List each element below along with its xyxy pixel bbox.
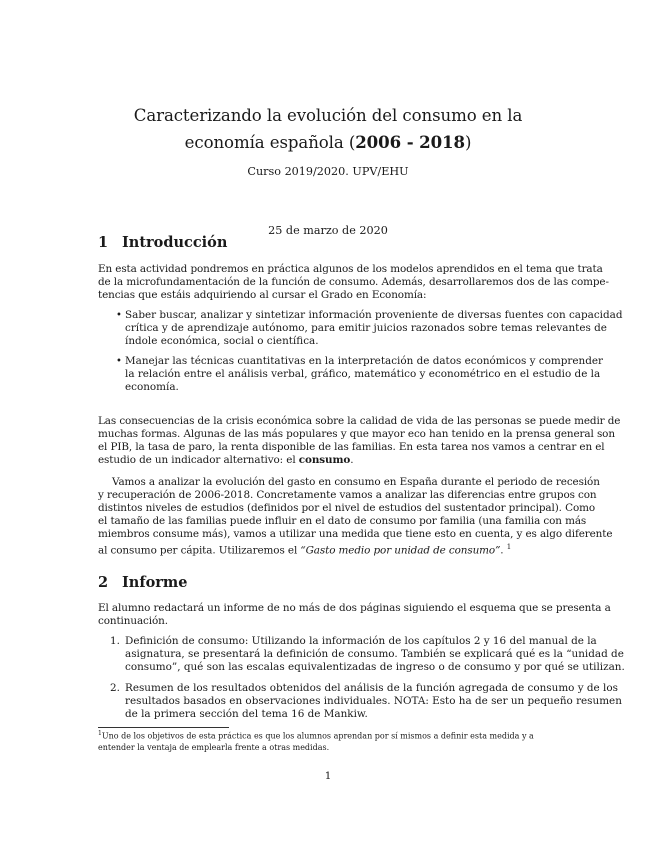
section-1-title: Introducción — [122, 234, 228, 251]
text-line: miembros consume más), vamos a utilizar una medida que tiene esto en cuenta, y es algo diferente — [98, 528, 613, 540]
section-2-title: Informe — [122, 574, 188, 591]
text-line — [98, 728, 558, 742]
footnote-mark: 1 — [98, 730, 102, 737]
text-line: Definición de consumo: Utilizando la información de los capítulos 2 y 16 del manual de la — [125, 635, 597, 647]
title-line-2 — [98, 129, 558, 156]
text-fragment: . — [500, 544, 507, 557]
text-line — [98, 541, 558, 557]
text-fragment: estudio de un indicador alternativo: el — [98, 454, 299, 466]
crisis-paragraph — [98, 415, 621, 467]
bullet-icon: • — [116, 356, 122, 367]
section-2-number: 2 — [98, 574, 109, 591]
document-date: 25 de marzo de 2020 — [268, 224, 388, 237]
item-number: 2. — [110, 682, 120, 694]
footnote-reference[interactable]: 1 — [506, 543, 512, 551]
title-line-2-prefix: economía española ( — [184, 133, 356, 152]
footnote — [98, 728, 558, 753]
text-line: distintos niveles de estudios (definidos por el nivel de estudios del sustentador principal). Como — [98, 502, 596, 514]
item-number: 1. — [110, 635, 120, 647]
section-2-heading — [98, 574, 187, 591]
text-line: Resumen de los resultados obtenidos del análisis de la función agregada de consumo y de los — [125, 682, 618, 694]
text-line: entender la ventaja de emplearla frente a otras medidas. — [98, 742, 330, 752]
text-line: de la microfundamentación de la función de consumo. Además, desarrollaremos dos de las compe- — [98, 276, 609, 288]
text-line: consumo”, qué son las escalas equivalentizadas de ingreso o de consumo y por qué se utilizan. — [125, 661, 625, 673]
text-line: Saber buscar, analizar y sintetizar información proveniente de diversas fuentes con capacidad — [125, 309, 623, 321]
text-fragment: Uno de los objetivos de esta práctica es que los alumnos aprendan por sí mismos a definir esta medida y a — [101, 731, 534, 741]
page-number: 1 — [324, 770, 332, 782]
title-line-1: Caracterizando la evolución del consumo en la — [133, 106, 523, 125]
text-line: el tamaño de las familias puede influir en el dato de consumo por familia (una familia con más — [98, 515, 587, 527]
intro-paragraph — [98, 263, 609, 302]
section-1-number: 1 — [98, 234, 109, 251]
text-line: asignatura, se presentará la definición de consumo. También se explicará qué es la “unidad de — [125, 648, 624, 660]
section-1-heading — [98, 234, 227, 251]
text-line: la relación entre el análisis verbal, gráfico, matemático y econométrico en el estudio de la — [125, 368, 601, 380]
title-years: 2006 - 2018 — [355, 132, 465, 152]
document-title — [98, 103, 558, 156]
text-line: En esta actividad pondremos en práctica algunos de los modelos aprendidos en el tema que trata — [98, 263, 603, 275]
text-line: Las consecuencias de la crisis económica sobre la calidad de vida de las personas se puede medir de — [98, 415, 621, 427]
analysis-paragraph — [98, 476, 613, 557]
text-line: tencias que estáis adquiriendo al cursar el Grado en Economía: — [98, 289, 427, 301]
text-line: de la primera sección del tema 16 de Mankiw. — [125, 708, 368, 720]
consumo-keyword: consumo — [298, 454, 351, 466]
text-line: y recuperación de 2006-2018. Concretamente vamos a analizar las diferencias entre grupos con — [98, 489, 597, 501]
text-line: Vamos a analizar la evolución del gasto en consumo en España durante el periodo de recesión — [112, 476, 600, 488]
text-line: economía. — [125, 381, 179, 393]
course-subtitle: Curso 2019/2020. UPV/EHU — [247, 165, 409, 178]
bullet-icon: • — [116, 310, 122, 321]
text-line: el PIB, la tasa de paro, la renta disponible de las familias. En esta tarea nos vamos a centrar en el — [98, 441, 605, 453]
text-line: resultados basados en observaciones individuales. NOTA: Esto ha de ser un pequeño resumen — [125, 695, 622, 707]
text-fragment: . — [350, 454, 354, 466]
text-line: crítica y de aprendizaje autónomo, para emitir juicios razonados sobre temas relevantes de — [125, 322, 607, 334]
text-line: muchas formas. Algunas de las más populares y que mayor eco han tenido en la prensa general son — [98, 428, 615, 440]
title-line-2-suffix: ) — [464, 133, 472, 152]
text-line — [98, 454, 558, 467]
report-intro-paragraph — [98, 602, 611, 628]
text-line: El alumno redactará un informe de no más de dos páginas siguiendo el esquema que se presenta a — [98, 602, 611, 614]
text-line: índole económica, social o científica. — [125, 335, 319, 347]
text-line: Manejar las técnicas cuantitativas en la interpretación de datos económicos y comprender — [125, 355, 603, 367]
text-fragment: al consumo per cápita. Utilizaremos el — [98, 544, 301, 557]
measure-name: “Gasto medio por unidad de consumo” — [300, 544, 501, 557]
text-line: continuación. — [98, 615, 168, 627]
